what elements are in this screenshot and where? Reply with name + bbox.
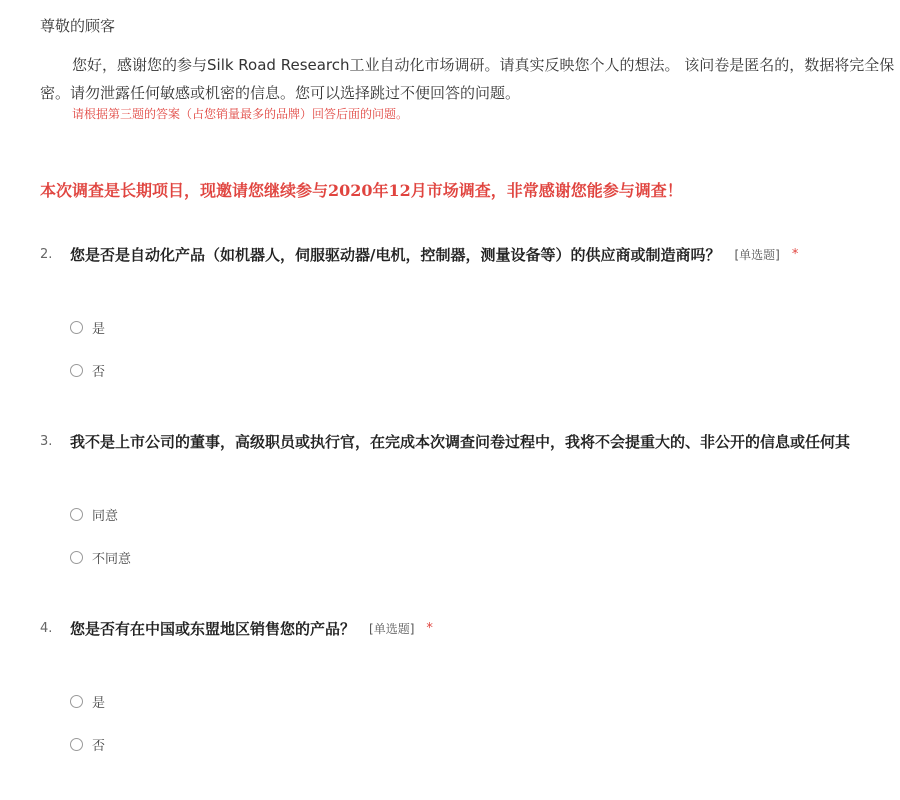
q4-option-no[interactable] (70, 733, 105, 755)
radio-button[interactable] (70, 321, 83, 334)
intro-line-1: 您好，感谢您的参与Silk Road Research工业自动化市场调研。请真实反映您个人的想法。 该问卷是匿名的，数据将完全保 (72, 56, 895, 74)
q3-option-disagree[interactable] (70, 546, 131, 568)
question-number: 3. (40, 434, 53, 449)
radio-button[interactable] (70, 738, 83, 751)
q2-option-yes[interactable] (70, 316, 105, 338)
greeting-text: 尊敬的顾客 (40, 17, 116, 35)
question-text: 您是否有在中国或东盟地区销售您的产品？ (70, 620, 356, 638)
radio-button[interactable] (70, 508, 83, 521)
question-number: 4. (40, 621, 53, 636)
instruction-note: 请根据第三题的答案（占您销量最多的品牌）回答后面的问题。 (72, 107, 409, 121)
intro-paragraph (40, 51, 900, 107)
intro-line-2: 密。请勿泄露任何敏感或机密的信息。您可以选择跳过不便回答的问题。 (40, 84, 521, 102)
q2-option-no[interactable] (70, 359, 105, 381)
question-type-tag: [单选题] (734, 248, 780, 262)
radio-button[interactable] (70, 364, 83, 377)
option-label: 同意 (92, 508, 119, 524)
option-label: 不同意 (92, 551, 132, 567)
option-label: 否 (92, 738, 106, 754)
q4-option-yes[interactable] (70, 690, 105, 712)
required-marker: * (791, 247, 799, 262)
question-4 (40, 618, 900, 644)
radio-button[interactable] (70, 695, 83, 708)
radio-button[interactable] (70, 551, 83, 564)
option-label: 是 (92, 321, 106, 337)
question-text: 您是否是自动化产品（如机器人，伺服驱动器/电机，控制器，测量设备等）的供应商或制造商吗？ (70, 246, 721, 264)
question-number: 2. (40, 247, 53, 262)
option-label: 是 (92, 695, 106, 711)
survey-banner: 本次调查是长期项目，现邀请您继续参与2020年12月市场调查，非常感谢您能参与调查！ (40, 181, 683, 200)
question-type-tag: [单选题] (369, 622, 415, 636)
q3-option-agree[interactable] (70, 503, 118, 525)
option-label: 否 (92, 364, 106, 380)
question-text: 我不是上市公司的董事，高级职员或执行官，在完成本次调查问卷过程中，我将不会提重大的、非公开的信息或任何其 (70, 433, 851, 451)
question-3 (40, 431, 900, 457)
question-2 (40, 244, 900, 270)
required-marker: * (426, 621, 433, 636)
